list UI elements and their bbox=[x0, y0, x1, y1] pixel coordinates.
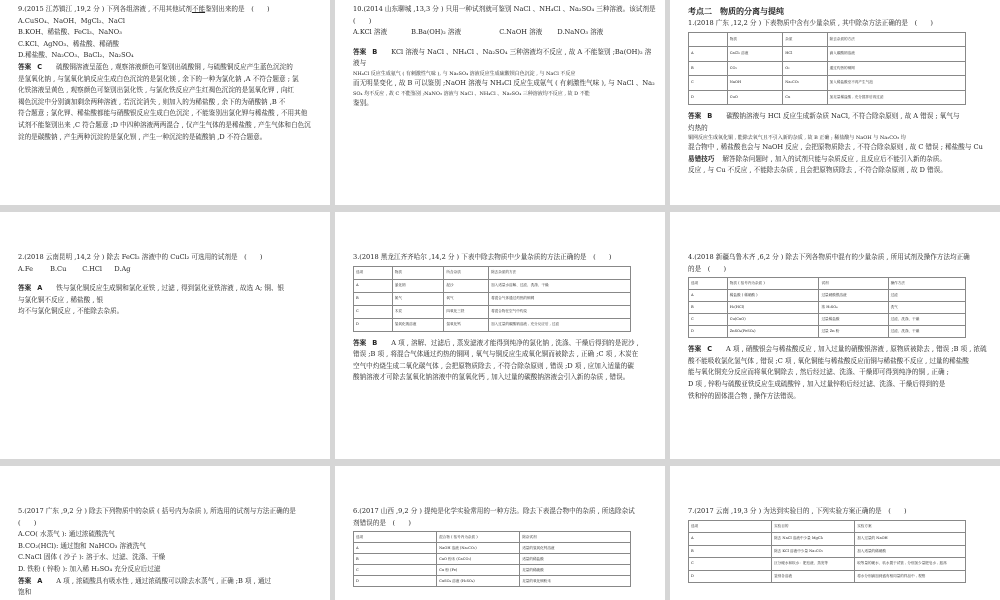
table-row: B CaO 粉末 (CaCO₃) 适量的稀盐酸 bbox=[354, 554, 631, 565]
option-c: C.NaOH 溶液 bbox=[499, 28, 543, 37]
answer-line: 铜网反应生成氧化铜 , 能除去氧气且不引入新的杂质 , 故 B 正确 ; 稀盐酸与 NaOH 与 Na₂CO₃ 均 bbox=[688, 135, 906, 142]
answer-line: 灼热的 bbox=[688, 123, 708, 132]
option-c: C.HCl bbox=[82, 264, 103, 273]
page-question-5 bbox=[0, 466, 330, 600]
tip-line: 反应 , 与 Cu 不反应 , 不能除去杂质 , 且会把原物质除去 , 不符合除杂原则 , 故 D 错误。 bbox=[688, 166, 947, 175]
page-question-4 bbox=[670, 212, 1000, 459]
table-row: 物质 杂质 除去杂质的方法 bbox=[689, 32, 966, 47]
answer-line: 能与氧化铜充分反应而将氧化铜除去 , 然后经过滤、洗涤、干燥即可得到纯净的铜 , 正确 ; bbox=[688, 368, 949, 377]
table-row: C Cu 粉 (Fe) 足量的稀硫酸 bbox=[354, 565, 631, 576]
option-a: A.CO( 水蒸气 ): 通过浓硫酸洗气 bbox=[18, 530, 115, 539]
data-table bbox=[688, 520, 966, 584]
answer-line: 空气中灼烧生成二氧化碳气体 , 会把原物质除去 , 不符合除杂原则 , 错误 ;D 项 , 应加入适量的碳 bbox=[353, 361, 634, 370]
question-text: ( ) bbox=[18, 518, 37, 527]
option-b: B.Cu bbox=[50, 264, 67, 273]
question-text: 6.(2017 山西 ,9,2 分 ) 提纯是化学实验常用的一种方法。除去下表混合物中的杂质 , 所选除杂试 bbox=[353, 507, 635, 515]
answer-line: 而无明显变化 , 故 B 可以鉴别 ;NaOH 溶液与 NH₄Cl 反应生成氨气 ( 有刺激性气味 ), 与 NaCl 、Na₂ bbox=[353, 78, 655, 87]
answer: 答案 C 硫酸铜溶液呈蓝色 , 观察溶液颜色可鉴别出硫酸铜 , 与硫酸铜反应产生蓝色沉淀的 bbox=[18, 62, 293, 71]
table-row: A CaCl₂ 溶液 HCl 滴入碳酸钠溶液 bbox=[689, 47, 966, 62]
table-row: D CuO Cu 加足量稀盐酸 , 充分搅拌后再过滤 bbox=[689, 90, 966, 105]
answer-line: 褐色沉淀中分别滴加剩余两种溶液 , 若沉淀消失 , 则加入的为稀盐酸 , 余下的为硝酸钠 ,B 不 bbox=[18, 97, 286, 106]
table-row: D CuSO₄ 溶液 (H₂SO₄) 足量的氧化铜粉末 bbox=[354, 576, 631, 587]
answer: 答案 B KCl 溶液与 NaCl 、NH₄Cl 、Na₂SO₄ 三种溶液均不反应 , 故 A 不能鉴别 ;Ba(OH)₂ 溶液与 bbox=[353, 47, 652, 68]
question-text: 的是 ( ) bbox=[688, 264, 727, 273]
option-d: D. 铁粉 ( 锌粉 ): 加入稀 H₂SO₄ 充分反应后过滤 bbox=[18, 564, 161, 573]
data-table bbox=[688, 277, 966, 338]
table-row: B CO₂ O₂ 通过灼热的铜网 bbox=[689, 61, 966, 76]
table-row: 选项 实验目的 实验方案 bbox=[689, 520, 966, 533]
table-row: C 区分硬水和软水：肥皂液、蒸发等 取等量的硬水、软水置于试管 , 分别加少量肥皂水 , 振荡 bbox=[689, 558, 966, 571]
option-a: A.Fe bbox=[18, 264, 33, 273]
answer-line: 混合物中 , 稀盐酸也会与 NaOH 反应 , 会把原物质除去 , 不符合除杂原则 , 故 C 错误 ; 稀盐酸与 Cu bbox=[688, 143, 983, 152]
option-b: B.Ba(OH)₂ 溶液 bbox=[411, 28, 462, 37]
section-title: 考点二 物质的分离与提纯 bbox=[688, 7, 784, 16]
answer-line: NH₄Cl 反应生成氨气 ( 有刺激性气味 ), 与 Na₂SO₄ 溶液反应生成硫酸钡白色沉淀 , 与 NaCl 不反应 bbox=[353, 70, 576, 77]
answer-line: 均不与氯化铜反应 , 不能除去杂质。 bbox=[18, 307, 124, 316]
page-question-10 bbox=[335, 0, 665, 205]
answer-line: 饱和 bbox=[18, 588, 32, 597]
page-question-1 bbox=[670, 0, 1000, 205]
option-d: D.稀盐酸、Na₂CO₃、BaCl₂、Na₂SO₄ bbox=[18, 51, 134, 60]
answer: 答案 B 碳酸钠溶液与 HCl 反应生成新杂质 NaCl, 不符合除杂原则 , 故 A 错误 ; 氧气与 bbox=[688, 112, 960, 121]
answer-line: 淀的是碳酸钠 , 产生两种沉淀的是氯化钡 , 产生一种沉淀的是硫酸钠 ,D 不符合题意。 bbox=[18, 132, 267, 141]
answer-line: 酸钠溶液才可除去氢氧化钠溶液中的氢氧化钙 , 加入过量的碳酸钠溶液会引入新的杂质 , 错误。 bbox=[353, 373, 630, 382]
question-text: ( ) bbox=[353, 16, 372, 25]
question-text: 1.(2018 广东 ,12,2 分 ) 下表物质中含有少量杂质 , 其中除杂方法正确的是 ( ) bbox=[688, 19, 933, 27]
table-row: A 稀盐酸 ( 稀硝酸 ) 过量硝酸银溶液 过滤 bbox=[689, 290, 966, 302]
answer: 答案 C A 项 , 硝酸银会与稀盐酸反应 , 加入过量的硝酸银溶液 , 原物质被除去 , 错误 ;B 项 , 浓硫 bbox=[688, 345, 987, 354]
question-text: 10.(2014 山东聊城 ,13,3 分 ) 只用一种试剂就可鉴别 NaCl 、NH₄Cl 、Na₂SO₄ 三种溶液。该试剂是 bbox=[353, 5, 656, 13]
answer-line: 鉴别。 bbox=[353, 98, 373, 107]
table-row: D 鉴别各溶液 将水分别滴加到盛有相同量的样品中 , 观察 bbox=[689, 570, 966, 583]
table-row: D 氢氧化钠溶液 氢氧化钙 加入过量的碳酸钠溶液 , 充分反应后 , 过滤 bbox=[354, 318, 631, 331]
page-question-9 bbox=[0, 0, 330, 205]
answer-line: 错误 ;B 项 , 将混合气体通过灼热的铜网 , 氧气与铜反应生成氧化铜而被除去 , 正确 ;C 项 , 木炭在 bbox=[353, 350, 639, 359]
answer: 答案 A 铁与氯化铜反应生成铜和氯化亚铁 , 过滤 , 得到氯化亚铁溶液 , 故选 A; 铜、银 bbox=[18, 284, 285, 293]
data-table bbox=[353, 531, 631, 587]
option-b: B.CO₂(HCl): 通过饱和 NaHCO₃ 溶液洗气 bbox=[18, 541, 146, 550]
option-d: D.NaNO₃ 溶液 bbox=[557, 28, 604, 37]
table-row: 选项 混合物 ( 括号内为杂质 ) 除杂试剂 bbox=[354, 532, 631, 543]
table-row: C Cu(CuO) 过量稀盐酸 过滤、洗涤、干燥 bbox=[689, 314, 966, 326]
data-table bbox=[688, 32, 966, 106]
table-row: B 除去 KCl 溶液中少量 Na₂CO₃ 加入适量的稀硝酸 bbox=[689, 545, 966, 558]
option-a: A.CuSO₄、NaOH、MgCl₂、NaCl bbox=[18, 16, 125, 25]
answer-line: D 项 , 锌粉与硫酸亚铁反应生成硫酸锌 , 加入过量锌粉后经过滤、洗涤、干燥后得到的是 bbox=[688, 379, 946, 388]
table-row: A 氯化钠 泥沙 加入适量水溶解、过滤、洗涤、干燥 bbox=[354, 279, 631, 292]
table-row: D ZnSO₄(FeSO₄) 过量 Zn 粉 过滤、洗涤、干燥 bbox=[689, 326, 966, 338]
answer: 答案 B A 项 , 溶解、过滤后 , 蒸发滤液才能得到纯净的氯化钠 , 洗涤、干燥后得到的是泥沙 , bbox=[353, 338, 639, 347]
page-question-3 bbox=[335, 212, 665, 459]
answer-line: 试剂不能鉴别出来 ,C 符合题意 ;D 中四种溶液两两混合 , 仅产生气体的是稀盐酸 , 产生气体和白色沉 bbox=[18, 120, 311, 129]
option-c: C.NaCl 固体 ( 沙子 ): 溶于水、过滤、洗涤、干燥 bbox=[18, 553, 166, 562]
question-text: 4.(2018 新疆乌鲁木齐 ,6,2 分 ) 除去下列各物质中混有的少量杂质 , 所用试剂及操作方法均正确 bbox=[688, 253, 970, 261]
option-c: C.KCl、AgNO₃、稀盐酸、稀硝酸 bbox=[18, 39, 119, 48]
answer-line: 铁和锌的固体混合物 , 操作方法错误。 bbox=[688, 391, 800, 400]
question-text: 9.(2015 江苏镇江 ,19,2 分 ) 下列各组溶液 , 不用其他试剂不能鉴别出来的是 ( ) bbox=[18, 5, 270, 13]
answer-line: 化铁溶液呈黄色 , 观察颜色可鉴别出氯化铁 , 与氯化铁反应产生红褐色沉淀的是氢氧化钾 , 向红 bbox=[18, 86, 295, 95]
options-row bbox=[353, 27, 657, 39]
table-row: A 除去 NaCl 溶液中少量 MgCl₂ 加入过量的 NaOH bbox=[689, 533, 966, 546]
question-text: 3.(2018 黑龙江齐齐哈尔 ,14,2 分 ) 下表中除去物质中少量杂质的方法正确的是 ( ) bbox=[353, 253, 612, 261]
option-b: B.KOH、稀盐酸、FeCl₃、NaNO₃ bbox=[18, 28, 122, 37]
answer-line: 酸不能吸收氯化氢气体 , 错误 ;C 项 , 氧化铜能与稀盐酸反应而铜与稀盐酸不反应 , 过量的稀盐酸 bbox=[688, 356, 969, 365]
option-a: A.KCl 溶液 bbox=[353, 28, 388, 37]
answer: 答案 A A 项 , 浓硫酸具有吸水性 , 通过浓硫酸可以除去水蒸气 , 正确 ;B 项 , 通过 bbox=[18, 576, 272, 585]
page-question-2 bbox=[0, 212, 330, 459]
question-text: 5.(2017 广东 ,9,2 分 ) 除去下列物质中的杂质 ( 括号内为杂质 ), 所选用的试剂与方法正确的是 bbox=[18, 507, 296, 515]
options-row bbox=[18, 264, 322, 276]
page-question-6 bbox=[335, 466, 665, 600]
table-row: 选项 物质 所含杂质 除去杂质的方法 bbox=[354, 266, 631, 279]
answer-line: SO₄ 均不反应 , 故 C 不能鉴别 ;NaNO₃ 溶液与 NaCl 、NH₄Cl 、Na₂SO₄ 三种溶液均不反应 , 故 D 不能 bbox=[353, 90, 590, 97]
answer-line: 与氯化铜不反应 , 稀盐酸 , 银 bbox=[18, 295, 104, 304]
table-row: C NaOH Na₂CO₃ 加入稀盐酸至不再产生气泡 bbox=[689, 76, 966, 91]
tip: 易错技巧 解答除杂问题时 , 加入的试剂只能与杂质反应 , 且反应后不能引入新的杂质。 bbox=[688, 154, 946, 163]
table-row: 选项 物质 ( 括号内为杂质 ) 试剂 操作方法 bbox=[689, 278, 966, 290]
data-table bbox=[353, 266, 631, 332]
page-question-7 bbox=[670, 466, 1000, 600]
question-text: 2.(2018 云南昆明 ,14,2 分 ) 除去 FeCl₂ 溶液中的 CuCl₂ 可选用的试剂是 ( ) bbox=[18, 253, 263, 261]
question-text: 剂错误的是 ( ) bbox=[353, 518, 411, 527]
table-row: B H₂(HCl) 浓 H₂SO₄ 洗气 bbox=[689, 302, 966, 314]
table-row: B 氮气 氧气 将混合气体通过灼热的铜网 bbox=[354, 292, 631, 305]
table-row: A NaOH 溶液 (Na₂CO₃) 适量的氢氧化钙溶液 bbox=[354, 543, 631, 554]
question-text: 7.(2017 云南 ,19,3 分 ) 为达到实验目的 , 下列实验方案正确的是 ( ) bbox=[688, 507, 907, 515]
answer-line: 符合题意 ; 氯化钾、稀盐酸都能与硝酸银反应生成白色沉淀 , 不能鉴别出氯化钾与稀盐酸 , 不用其他 bbox=[18, 109, 308, 118]
table-row: C 木炭 四氧化三铁 将混合物在空气中灼烧 bbox=[354, 305, 631, 318]
answer-line: 是氢氧化钠 , 与氢氧化钠反应生成白色沉淀的是氯化镁 , 余下的一种为氯化钠 ,A 不符合题意 ; 氯 bbox=[18, 74, 299, 83]
option-d: D.Ag bbox=[114, 264, 131, 273]
